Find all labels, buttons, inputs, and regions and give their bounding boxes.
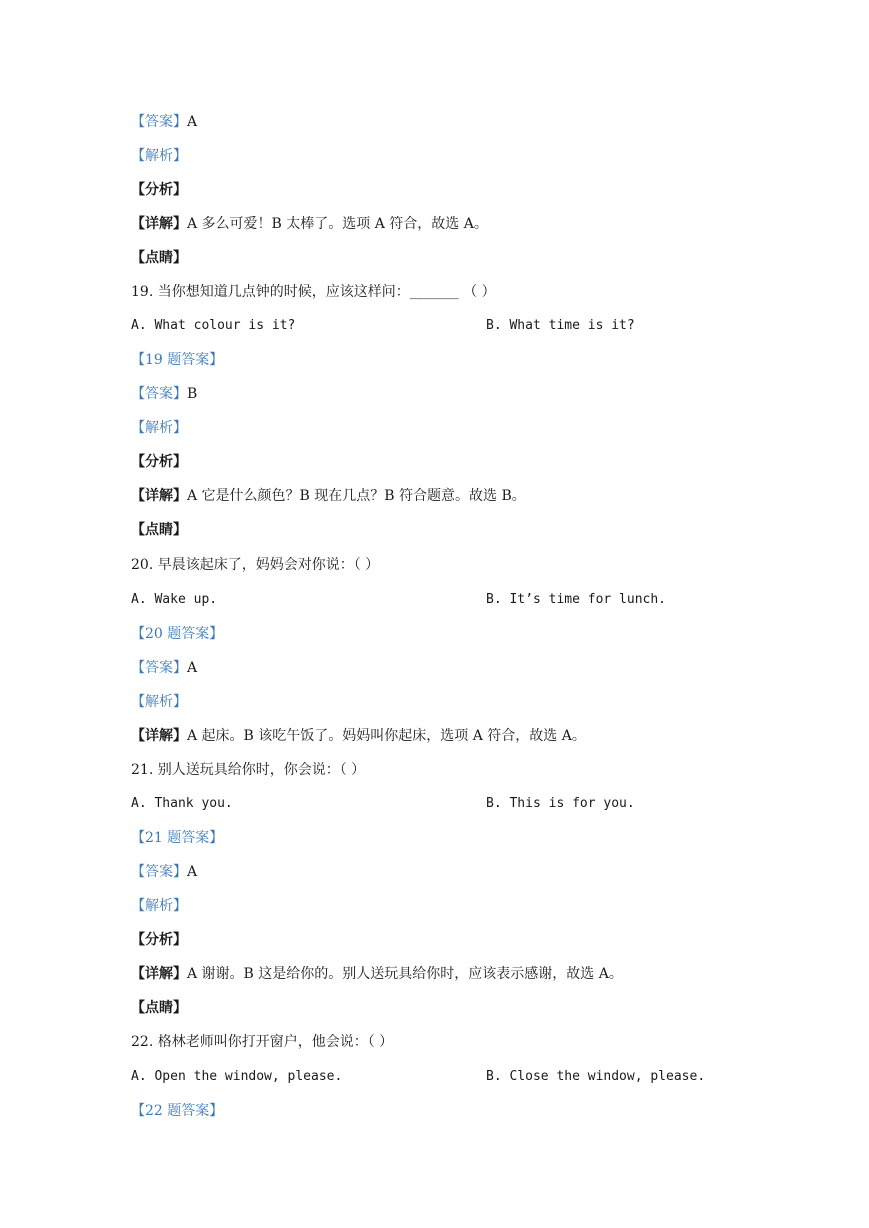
dianjing-heading bbox=[131, 998, 187, 1018]
q-answer-label: 【22 题答案】 bbox=[131, 1103, 224, 1119]
explain-line bbox=[131, 214, 488, 234]
analysis-label: 【解析】 bbox=[131, 898, 187, 914]
option-b-text: B. This is for you. bbox=[486, 796, 635, 811]
explain-label: 【详解】 bbox=[131, 488, 187, 504]
explain-text: A 起床。B 该吃午饭了。妈妈叫你起床，选项 A 符合，故选 A。 bbox=[187, 728, 586, 744]
answer-label: 【答案】 bbox=[131, 386, 187, 402]
option-b-text: B. It’s time for lunch. bbox=[486, 592, 667, 607]
option-a bbox=[131, 316, 295, 336]
option-b bbox=[486, 794, 635, 814]
fenxi-label: 【分析】 bbox=[131, 454, 187, 470]
option-a bbox=[131, 590, 217, 610]
option-b bbox=[486, 590, 666, 610]
answer-label: 【答案】 bbox=[131, 114, 187, 130]
option-b bbox=[486, 1067, 705, 1087]
analysis-heading bbox=[131, 418, 187, 438]
fenxi-heading bbox=[131, 930, 187, 950]
explain-line bbox=[131, 964, 623, 984]
q-answer-label: 【20 题答案】 bbox=[131, 626, 224, 642]
fenxi-heading bbox=[131, 180, 187, 200]
q19-answer-heading bbox=[131, 350, 223, 370]
explain-label: 【详解】 bbox=[131, 966, 187, 982]
answer-line bbox=[131, 384, 197, 404]
explain-text: A 谢谢。B 这是给你的。别人送玩具给你时，应该表示感谢，故选 A。 bbox=[187, 966, 623, 982]
dianjing-heading bbox=[131, 248, 187, 268]
option-a bbox=[131, 794, 233, 814]
answer-label: 【答案】 bbox=[131, 864, 187, 880]
analysis-label: 【解析】 bbox=[131, 420, 187, 436]
question-text: 21. 别人送玩具给你时，你会说：（ ） bbox=[131, 762, 366, 778]
option-b bbox=[486, 316, 635, 336]
option-a-text: A. Wake up. bbox=[131, 592, 218, 607]
dianjing-label: 【点睛】 bbox=[131, 1000, 187, 1016]
q21-answer-heading bbox=[131, 828, 223, 848]
answer-line bbox=[131, 112, 197, 132]
analysis-label: 【解析】 bbox=[131, 148, 187, 164]
question-21 bbox=[131, 760, 365, 780]
answer-value: A bbox=[187, 114, 198, 130]
q22-answer-heading bbox=[131, 1101, 223, 1121]
explain-text: A 它是什么颜色？B 现在几点？B 符合题意。故选 B。 bbox=[187, 488, 526, 504]
fenxi-heading bbox=[131, 452, 187, 472]
option-b-text: B. What time is it? bbox=[486, 318, 635, 333]
fenxi-label: 【分析】 bbox=[131, 932, 187, 948]
dianjing-label: 【点睛】 bbox=[131, 250, 187, 266]
dianjing-heading bbox=[131, 520, 187, 540]
question-text: 22. 格林老师叫你打开窗户，他会说：（ ） bbox=[131, 1034, 394, 1050]
explain-line bbox=[131, 726, 586, 746]
dianjing-label: 【点睛】 bbox=[131, 522, 187, 538]
question-20 bbox=[131, 555, 379, 575]
analysis-label: 【解析】 bbox=[131, 694, 187, 710]
explain-label: 【详解】 bbox=[131, 728, 187, 744]
explain-text: A 多么可爱！B 太棒了。选项 A 符合，故选 A。 bbox=[187, 216, 488, 232]
analysis-heading bbox=[131, 896, 187, 916]
q20-answer-heading bbox=[131, 624, 223, 644]
answer-label: 【答案】 bbox=[131, 660, 187, 676]
explain-line bbox=[131, 486, 526, 506]
question-19 bbox=[131, 282, 496, 302]
answer-line bbox=[131, 658, 197, 678]
option-a-text: A. Open the window, please. bbox=[131, 1069, 343, 1084]
option-a bbox=[131, 1067, 342, 1087]
explain-label: 【详解】 bbox=[131, 216, 187, 232]
question-text: 20. 早晨该起床了，妈妈会对你说：（ ） bbox=[131, 557, 380, 573]
answer-value: B bbox=[187, 386, 198, 402]
analysis-heading bbox=[131, 692, 187, 712]
answer-value: A bbox=[187, 864, 198, 880]
q-answer-label: 【21 题答案】 bbox=[131, 830, 224, 846]
answer-line bbox=[131, 862, 197, 882]
q-answer-label: 【19 题答案】 bbox=[131, 352, 224, 368]
analysis-heading bbox=[131, 146, 187, 166]
question-text: 19. 当你想知道几点钟的时候，应该这样问：_______ （ ） bbox=[131, 284, 496, 300]
question-22 bbox=[131, 1032, 393, 1052]
answer-value: A bbox=[187, 660, 198, 676]
option-a-text: A. What colour is it? bbox=[131, 318, 296, 333]
option-b-text: B. Close the window, please. bbox=[486, 1069, 706, 1084]
option-a-text: A. Thank you. bbox=[131, 796, 233, 811]
fenxi-label: 【分析】 bbox=[131, 182, 187, 198]
